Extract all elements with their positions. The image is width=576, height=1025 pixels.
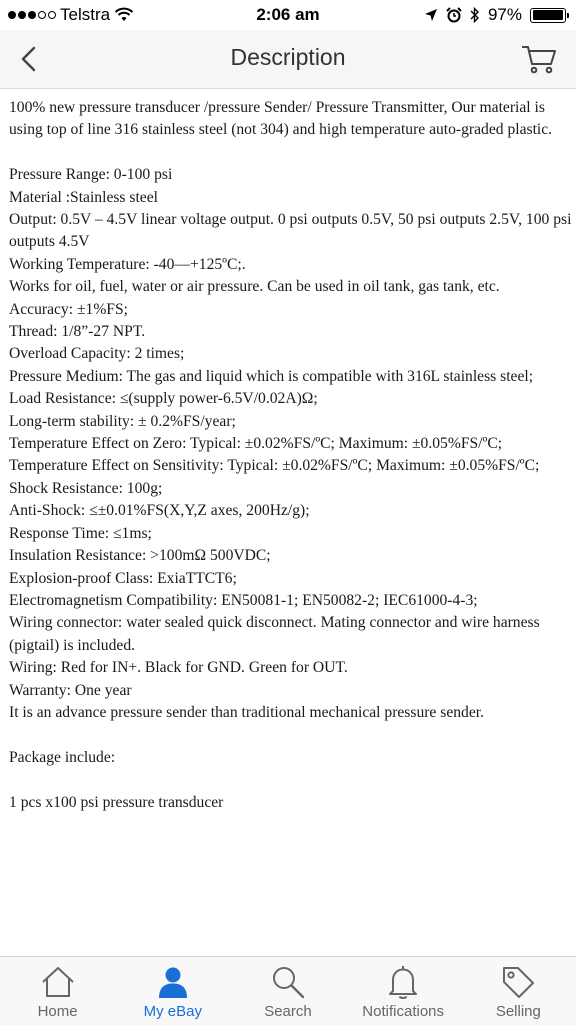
- wifi-icon: [114, 7, 134, 23]
- battery-percent: 97%: [487, 5, 522, 24]
- tab-notifications[interactable]: [346, 957, 461, 1020]
- tab-notifications-label: Notifications: [362, 1003, 444, 1020]
- tab-my-ebay[interactable]: [115, 957, 230, 1020]
- spec-line: Temperature Effect on Zero: Typical: ±0.02%FS/ºC; Maximum: ±0.05%FS/ºC;: [9, 435, 503, 453]
- carrier-name: Telstra: [60, 5, 111, 24]
- spec-list: [9, 164, 574, 724]
- spec-line: Wiring: Red for IN+. Black for GND. Green for OUT.: [9, 659, 348, 677]
- spec-line: Anti-Shock: ≤±0.01%FS(X,Y,Z axes, 200Hz/g);: [9, 502, 310, 520]
- location-arrow-icon: [424, 8, 438, 22]
- bluetooth-icon: [470, 7, 480, 23]
- spec-line: Overload Capacity: 2 times;: [9, 345, 185, 363]
- description-intro: 100% new pressure transducer /pressure Sender/ Pressure Transmitter, Our material is using top of line 316 stainless steel (not 304) and high temperature auto-graded plastic.: [9, 99, 553, 139]
- tab-my-ebay-label: My eBay: [143, 1003, 202, 1020]
- spec-line: Output: 0.5V – 4.5V linear voltage output. 0 psi outputs 0.5V, 50 psi outputs 2.5V, 100 psi outputs 4.5V: [9, 211, 572, 251]
- description-content: [9, 97, 574, 814]
- tab-home-label: Home: [37, 1003, 78, 1020]
- spec-line: Thread: 1/8”-27 NPT.: [9, 323, 146, 341]
- spec-line: It is an advance pressure sender than traditional mechanical pressure sender.: [9, 703, 484, 721]
- spec-line: Shock Resistance: 100g;: [9, 479, 163, 497]
- status-bar: [0, 0, 576, 30]
- spec-line: Works for oil, fuel, water or air pressure. Can be used in oil tank, gas tank, etc.: [9, 278, 500, 296]
- status-left: [0, 5, 134, 25]
- spec-line: Explosion-proof Class: ExiaTTCT6;: [9, 569, 237, 587]
- spec-line: Response Time: ≤1ms;: [9, 524, 152, 542]
- spec-line: Wiring connector: water sealed quick disconnect. Mating connector and wire harness (pigtail) is included.: [9, 614, 540, 654]
- battery-icon: [530, 8, 566, 23]
- spec-line: Pressure Range: 0-100 psi: [9, 166, 173, 184]
- tab-home[interactable]: [0, 957, 115, 1020]
- person-icon: [154, 963, 192, 1001]
- bell-icon: [384, 963, 422, 1001]
- tab-bar: [0, 956, 576, 1025]
- status-time: 2:06 am: [256, 5, 320, 24]
- spec-line: Electromagnetism Compatibility: EN50081-1; EN50082-2; IEC61000-4-3;: [9, 591, 478, 609]
- spec-line: Working Temperature: -40—+125ºC;.: [9, 255, 246, 273]
- battery-fill: [533, 10, 563, 20]
- search-icon: [269, 963, 307, 1001]
- spec-line: Temperature Effect on Sensitivity: Typical: ±0.02%FS/ºC; Maximum: ±0.05%FS/ºC;: [9, 457, 540, 475]
- spec-line: Material :Stainless steel: [9, 188, 158, 206]
- tag-icon: [499, 963, 537, 1001]
- tab-search-label: Search: [264, 1003, 312, 1020]
- spec-line: Accuracy: ±1%FS;: [9, 300, 128, 318]
- spec-line: Load Resistance: ≤(supply power-6.5V/0.02A)Ω;: [9, 390, 318, 408]
- status-right: [424, 5, 576, 25]
- page-title: Description: [230, 44, 346, 70]
- spec-line: Warranty: One year: [9, 681, 132, 699]
- package-item: 1 pcs x100 psi pressure transducer: [9, 793, 224, 811]
- tab-selling[interactable]: [461, 957, 576, 1020]
- nav-bar: [0, 30, 576, 89]
- home-icon: [39, 963, 77, 1001]
- cart-button[interactable]: [520, 42, 558, 76]
- package-heading: Package include:: [9, 748, 116, 766]
- spec-line: Long-term stability: ± 0.2%FS/year;: [9, 412, 236, 430]
- signal-strength-icon: [8, 11, 56, 19]
- tab-search[interactable]: [230, 957, 345, 1020]
- alarm-icon: [446, 7, 462, 23]
- tab-selling-label: Selling: [495, 1003, 541, 1020]
- cart-icon: [520, 42, 558, 76]
- spec-line: Insulation Resistance: >100mΩ 500VDC;: [9, 547, 271, 565]
- spec-line: Pressure Medium: The gas and liquid which is compatible with 316L stainless steel;: [9, 367, 534, 385]
